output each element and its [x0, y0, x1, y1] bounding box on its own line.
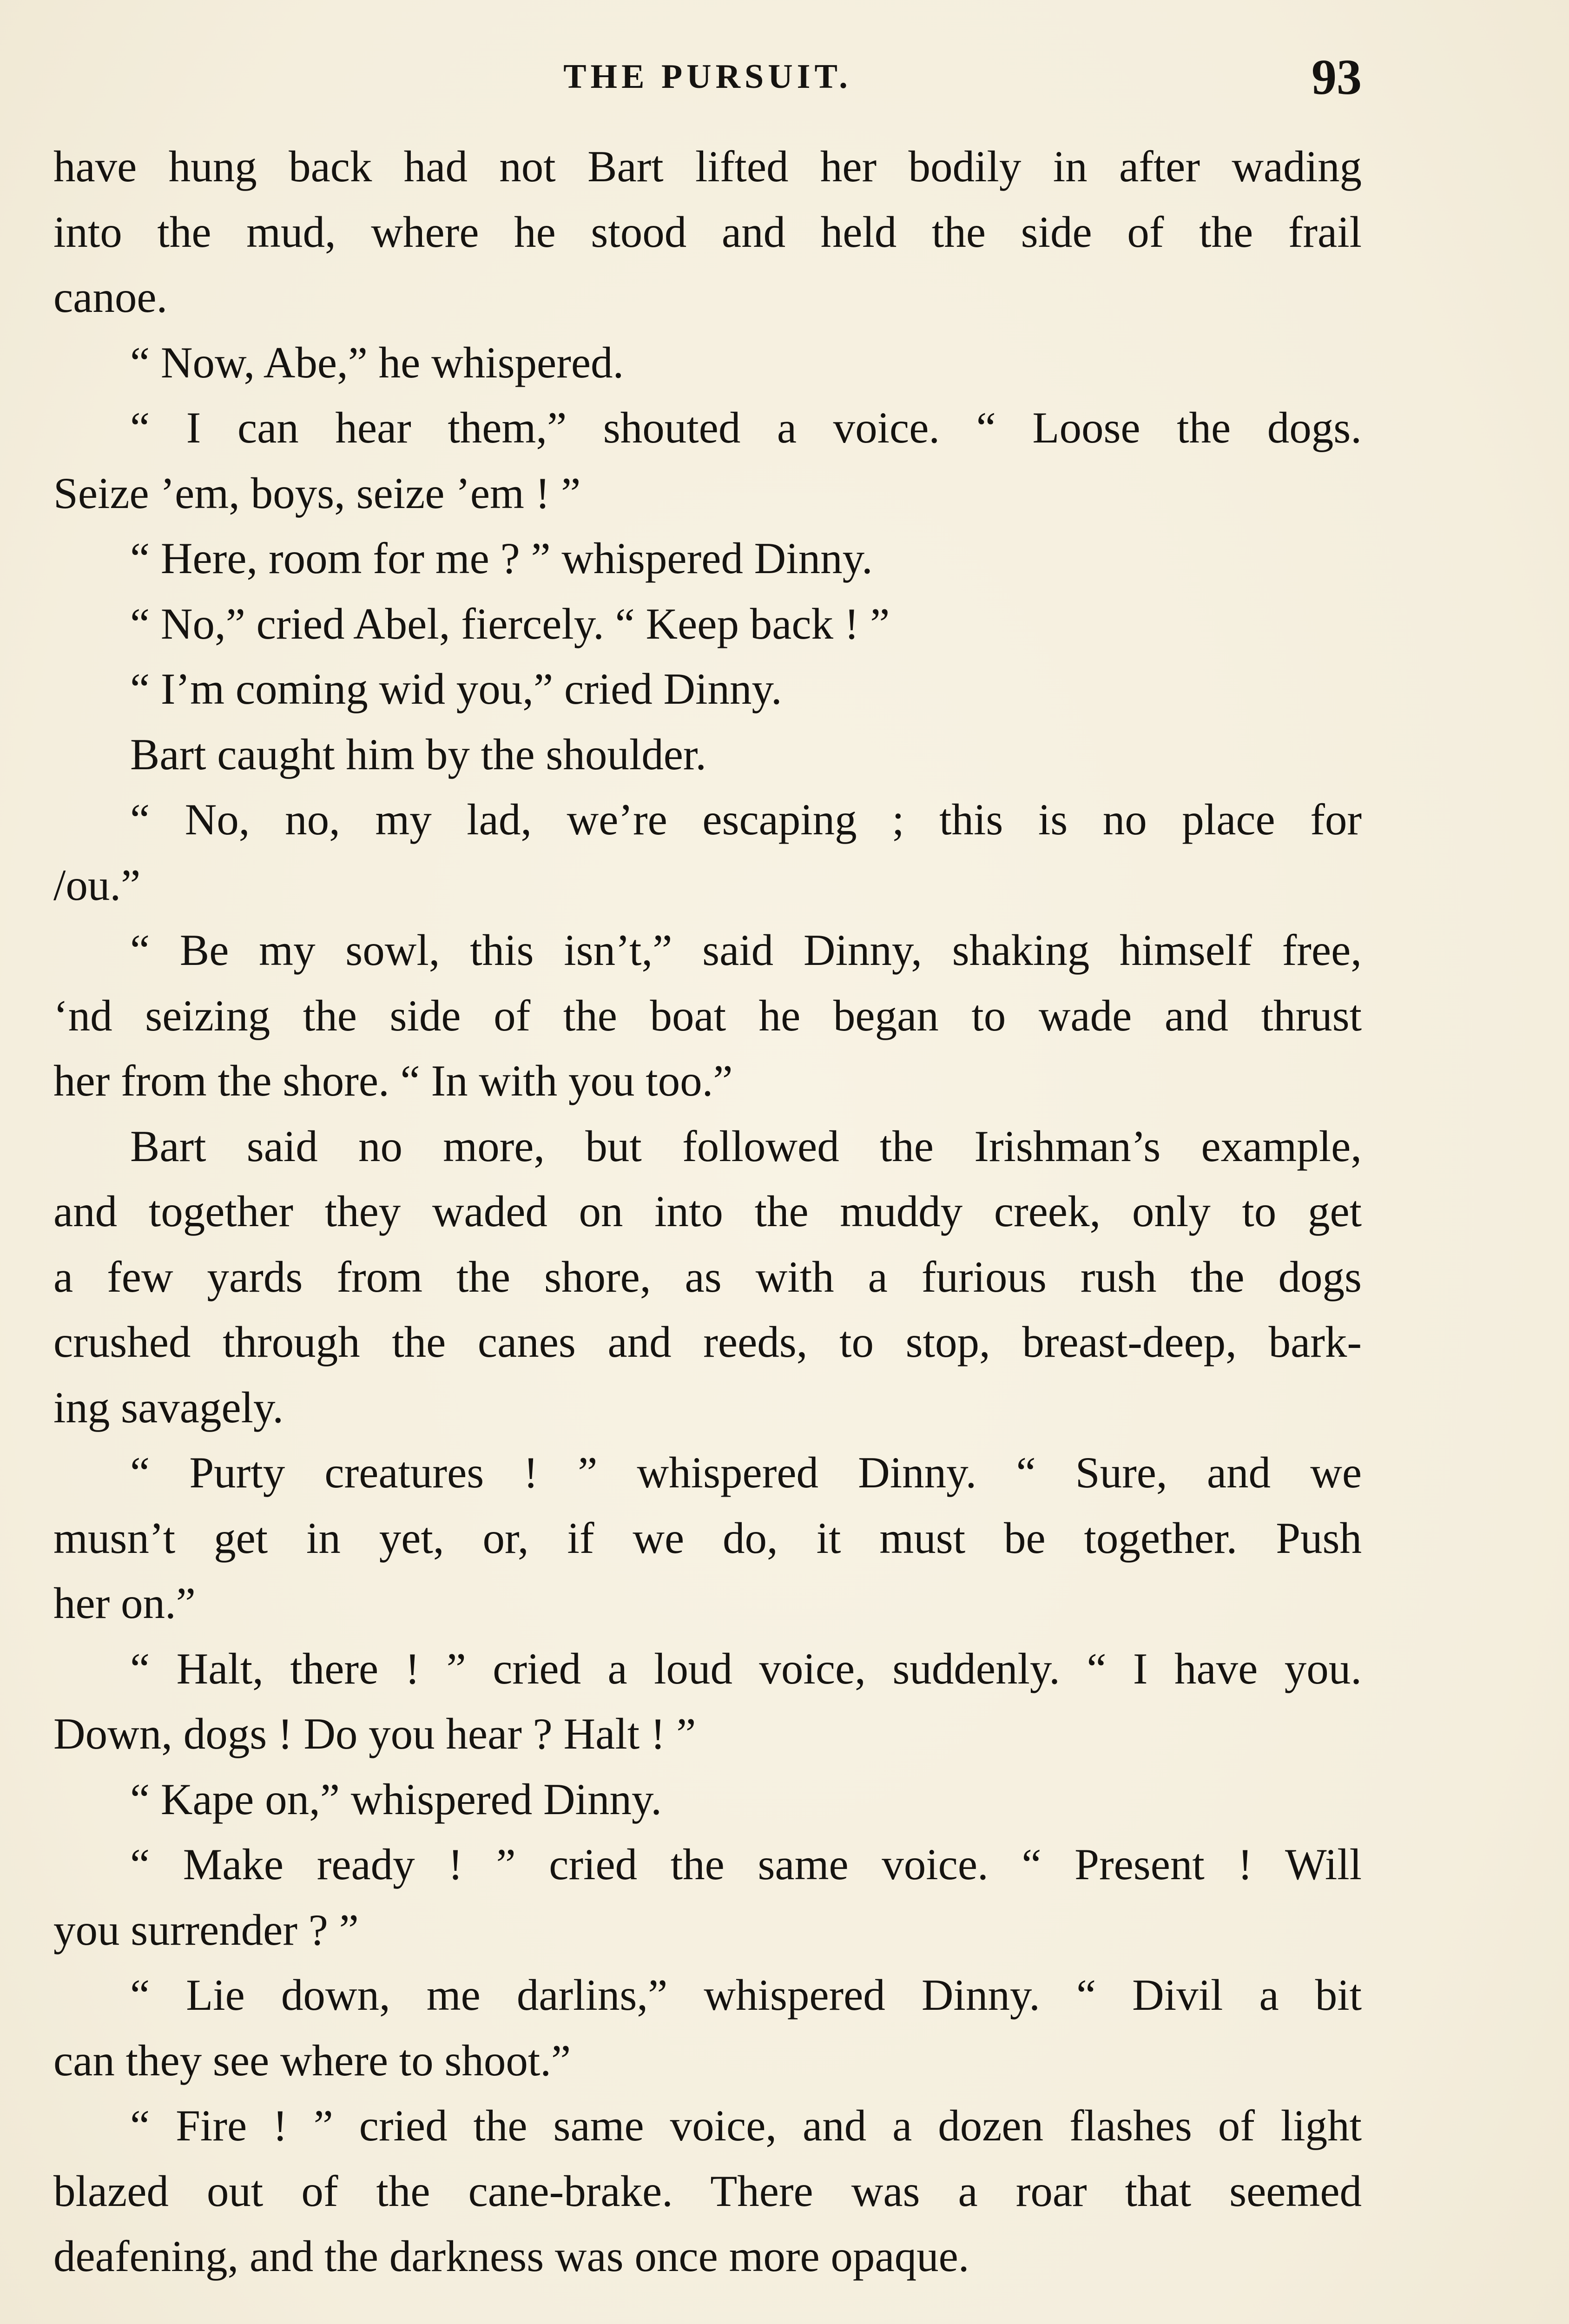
text-line: “ I’m coming wid you,” cried Dinny.	[130, 664, 782, 713]
text-line: crushed through the canes and reeds, to stop, breast-deep, bark-	[53, 1317, 1362, 1367]
text-line: deafening, and the darkness was once more opaque.	[53, 2232, 969, 2281]
running-head	[53, 49, 1362, 105]
text-line: “ Kape on,” whispered Dinny.	[130, 1774, 662, 1824]
text-line: can they see where to shoot.”	[53, 2035, 571, 2085]
text-line: her on.”	[53, 1578, 196, 1628]
text-line: Down, dogs ! Do you hear ? Halt ! ”	[53, 1709, 696, 1758]
text-line: “ Lie down, me darlins,” whispered Dinny. “ Divil a bit	[130, 1970, 1362, 2020]
text-line: “ I can hear them,” shouted a voice. “ Loose the dogs.	[130, 403, 1362, 452]
text-line: “ No, no, my lad, we’re escaping ; this is no place for	[130, 795, 1362, 844]
body-text	[53, 134, 1362, 2289]
page-number: 93	[1312, 50, 1362, 105]
text-line: into the mud, where he stood and held the side of the frail	[53, 207, 1362, 257]
text-line: ing savagely.	[53, 1382, 284, 1432]
text-line: “ Make ready ! ” cried the same voice. “ Present ! Will	[130, 1840, 1362, 1889]
text-line: Bart caught him by the shoulder.	[130, 729, 707, 779]
text-line: “ Purty creatures ! ” whispered Dinny. “ Sure, and we	[130, 1448, 1362, 1497]
text-line: /ou.”	[53, 860, 141, 910]
running-title: THE PURSUIT.	[563, 58, 852, 96]
text-line: “ Fire ! ” cried the same voice, and a dozen flashes of light	[130, 2101, 1362, 2150]
text-line: “ Now, Abe,” he whispered.	[130, 337, 624, 387]
text-line: a few yards from the shore, as with a furious rush the dogs	[53, 1252, 1362, 1301]
text-line: canoe.	[53, 272, 168, 322]
text-line: “ Here, room for me ? ” whispered Dinny.	[130, 534, 873, 583]
text-line: “ Halt, there ! ” cried a loud voice, suddenly. “ I have you.	[130, 1644, 1362, 1693]
text-line: Seize ’em, boys, seize ’em ! ”	[53, 468, 581, 518]
text-line: her from the shore. “ In with you too.”	[53, 1056, 733, 1105]
text-line: you surrender ? ”	[53, 1905, 359, 1954]
text-line: ʻnd seizing the side of the boat he began to wade and thrust	[53, 990, 1362, 1040]
text-line: and together they waded on into the muddy creek, only to get	[53, 1187, 1362, 1236]
text-line: have hung back had not Bart lifted her bodily in after wading	[53, 142, 1362, 191]
text-line: Bart said no more, but followed the Irishman’s example,	[130, 1121, 1362, 1171]
text-line: blazed out of the cane-brake. There was a roar that seemed	[53, 2166, 1362, 2216]
text-line: “ Be my sowl, this isn’t,” said Dinny, shaking himself free,	[130, 925, 1362, 975]
text-line: musn’t get in yet, or, if we do, it must be together. Push	[53, 1513, 1362, 1563]
text-line: “ No,” cried Abel, fiercely. “ Keep back ! ”	[130, 599, 890, 648]
